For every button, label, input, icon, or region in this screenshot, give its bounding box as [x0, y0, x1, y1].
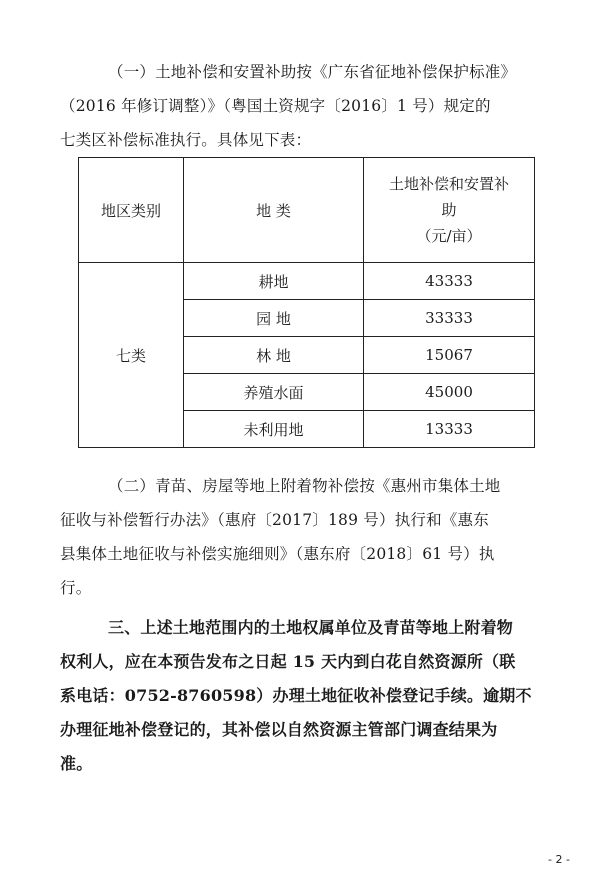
table-row	[79, 263, 535, 300]
paragraph2-line: 行。	[60, 579, 92, 597]
paragraph3-line: 准。	[60, 754, 93, 773]
value-cell: 43333	[364, 263, 535, 300]
paragraph2-line: （二）青苗、房屋等地上附着物补偿按《惠州市集体土地	[108, 477, 501, 495]
header-compensation-line1: 土地补偿和安置补	[388, 175, 509, 193]
header-land-type: 地 类	[184, 158, 364, 263]
header-region: 地区类别	[79, 158, 184, 263]
page-number: - 2 -	[548, 853, 570, 866]
paragraph1-line: 七类区补偿标准执行。具体见下表：	[60, 131, 312, 149]
paragraph3-line: 系电话：0752-8760598）办理土地征收补偿登记手续。逾期不	[60, 686, 532, 705]
paragraph3-line: 三、上述土地范围内的土地权属单位及青苗等地上附着物	[108, 618, 514, 637]
paragraph2-line: 县集体土地征收与补偿实施细则》（惠东府〔2018〕61 号）执	[60, 545, 495, 563]
land-type-cell: 耕地	[184, 263, 364, 300]
land-type-cell: 林 地	[184, 337, 364, 374]
value-cell: 33333	[364, 300, 535, 337]
land-type-cell: 园 地	[184, 300, 364, 337]
paragraph2-line: 征收与补偿暂行办法》（惠府〔2017〕189 号）执行和《惠东	[60, 511, 489, 529]
land-type-cell: 未利用地	[184, 411, 364, 448]
header-compensation-unit: （元/亩）	[416, 227, 482, 245]
paragraph1-line: （一）土地补偿和安置补助按《广东省征地补偿保护标准》	[108, 63, 517, 81]
land-type-cell: 养殖水面	[184, 374, 364, 411]
table-header-row	[79, 158, 535, 263]
header-compensation-line2: 助	[441, 201, 457, 219]
paragraph3-line: 权利人，应在本预告发布之日起 15 天内到白花自然资源所（联	[60, 652, 516, 671]
value-cell: 45000	[364, 374, 535, 411]
value-cell: 15067	[364, 337, 535, 374]
value-cell: 13333	[364, 411, 535, 448]
region-cell: 七类	[79, 263, 184, 448]
paragraph1-line: （2016 年修订调整）》（粤国土资规字〔2016〕1 号）规定的	[60, 97, 491, 115]
compensation-table	[78, 157, 535, 448]
paragraph3-line: 办理征地补偿登记的，其补偿以自然资源主管部门调查结果为	[60, 720, 498, 739]
header-compensation	[364, 158, 535, 263]
